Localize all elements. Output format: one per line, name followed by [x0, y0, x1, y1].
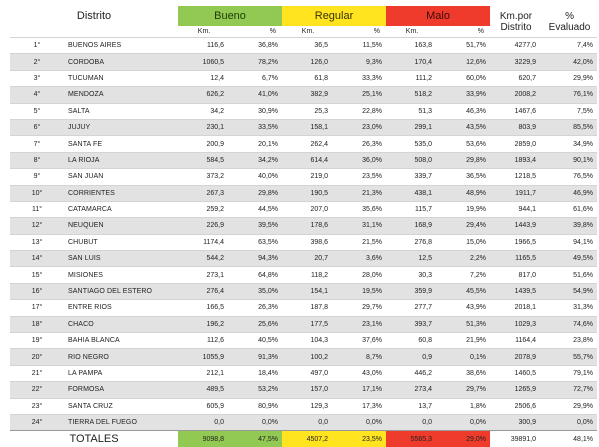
malo-km: 277,7 — [386, 300, 438, 316]
rank-cell: 8° — [10, 152, 64, 168]
bueno-pct: 40,5% — [230, 333, 282, 349]
bueno-km: 276,4 — [178, 283, 230, 299]
regular-pct: 33,3% — [334, 70, 386, 86]
km-por-distrito: 1467,6 — [490, 103, 542, 119]
rank-cell: 18° — [10, 316, 64, 332]
km-por-distrito: 803,9 — [490, 119, 542, 135]
district-name: MENDOZA — [64, 87, 178, 103]
bueno-pct: 63,5% — [230, 234, 282, 250]
malo-pct: 19,9% — [438, 201, 490, 217]
district-name: TUCUMAN — [64, 70, 178, 86]
evaluado-pct: 79,1% — [542, 365, 597, 381]
malo-km: 111,2 — [386, 70, 438, 86]
bueno-pct: 29,8% — [230, 185, 282, 201]
header-km-por-distrito-line1: Km.por — [499, 10, 533, 22]
evaluado-pct: 29,9% — [542, 70, 597, 86]
bueno-km: 166,5 — [178, 300, 230, 316]
regular-km: 207,0 — [282, 201, 334, 217]
regular-km: 129,3 — [282, 398, 334, 414]
km-por-distrito: 620,7 — [490, 70, 542, 86]
evaluado-pct: 29,9% — [542, 398, 597, 414]
malo-km: 60,8 — [386, 333, 438, 349]
regular-km: 219,0 — [282, 169, 334, 185]
district-name: CORDOBA — [64, 54, 178, 70]
rank-cell: 9° — [10, 169, 64, 185]
malo-pct: 0,0% — [438, 414, 490, 430]
rank-cell: 3° — [10, 70, 64, 86]
rank-cell: 1° — [10, 38, 64, 54]
district-name: SAN LUIS — [64, 251, 178, 267]
district-name: SANTA CRUZ — [64, 398, 178, 414]
evaluado-pct: 0,0% — [542, 414, 597, 430]
bueno-pct: 78,2% — [230, 54, 282, 70]
malo-km: 446,2 — [386, 365, 438, 381]
bueno-pct: 0,0% — [230, 414, 282, 430]
regular-pct: 17,1% — [334, 382, 386, 398]
regular-pct: 8,7% — [334, 349, 386, 365]
km-por-distrito: 300,9 — [490, 414, 542, 430]
km-por-distrito: 2018,1 — [490, 300, 542, 316]
regular-km: 158,1 — [282, 119, 334, 135]
rank-cell: 19° — [10, 333, 64, 349]
bueno-km: 584,5 — [178, 152, 230, 168]
header-sub-blank — [10, 26, 178, 38]
bueno-km: 12,4 — [178, 70, 230, 86]
rank-cell: 10° — [10, 185, 64, 201]
malo-pct: 21,9% — [438, 333, 490, 349]
rank-cell: 11° — [10, 201, 64, 217]
regular-pct: 22,8% — [334, 103, 386, 119]
totals-bueno-km: 9098,8 — [178, 431, 230, 447]
evaluado-pct: 72,7% — [542, 382, 597, 398]
bueno-pct: 6,7% — [230, 70, 282, 86]
district-name: RIO NEGRO — [64, 349, 178, 365]
rank-cell: 15° — [10, 267, 64, 283]
bueno-pct: 25,6% — [230, 316, 282, 332]
district-name: SALTA — [64, 103, 178, 119]
malo-pct: 36,5% — [438, 169, 490, 185]
malo-pct: 0,1% — [438, 349, 490, 365]
bueno-km: 112,6 — [178, 333, 230, 349]
regular-pct: 23,1% — [334, 316, 386, 332]
km-por-distrito: 817,0 — [490, 267, 542, 283]
header-bueno: Bueno — [178, 6, 282, 26]
regular-pct: 35,6% — [334, 201, 386, 217]
bueno-km: 267,3 — [178, 185, 230, 201]
bueno-pct: 80,9% — [230, 398, 282, 414]
district-name: SAN JUAN — [64, 169, 178, 185]
table-row — [10, 398, 597, 414]
table-row — [10, 136, 597, 152]
regular-pct: 37,6% — [334, 333, 386, 349]
evaluado-pct: 55,7% — [542, 349, 597, 365]
regular-pct: 36,0% — [334, 152, 386, 168]
km-por-distrito: 1439,5 — [490, 283, 542, 299]
header-malo-km: Km. — [405, 28, 419, 35]
header-bueno-km: Km. — [197, 28, 211, 35]
header-regular: Regular — [282, 6, 386, 26]
regular-km: 25,3 — [282, 103, 334, 119]
regular-km: 382,9 — [282, 87, 334, 103]
header-evaluado — [542, 6, 597, 38]
regular-km: 126,0 — [282, 54, 334, 70]
km-por-distrito: 1218,5 — [490, 169, 542, 185]
evaluado-pct: 49,5% — [542, 251, 597, 267]
table-row — [10, 267, 597, 283]
header-malo: Malo — [386, 6, 490, 26]
malo-pct: 51,7% — [438, 38, 490, 54]
malo-pct: 46,3% — [438, 103, 490, 119]
regular-km: 497,0 — [282, 365, 334, 381]
km-por-distrito: 1443,9 — [490, 218, 542, 234]
district-road-status-table — [10, 6, 597, 447]
bueno-pct: 64,8% — [230, 267, 282, 283]
regular-pct: 23,5% — [334, 169, 386, 185]
regular-pct: 19,5% — [334, 283, 386, 299]
district-name: LA PAMPA — [64, 365, 178, 381]
bueno-pct: 36,8% — [230, 38, 282, 54]
rank-cell: 5° — [10, 103, 64, 119]
malo-pct: 48,9% — [438, 185, 490, 201]
malo-pct: 43,9% — [438, 300, 490, 316]
regular-pct: 0,0% — [334, 414, 386, 430]
bueno-pct: 30,9% — [230, 103, 282, 119]
table-row — [10, 333, 597, 349]
district-name: SANTA FE — [64, 136, 178, 152]
evaluado-pct: 46,9% — [542, 185, 597, 201]
table-row — [10, 169, 597, 185]
rank-cell: 20° — [10, 349, 64, 365]
malo-km: 438,1 — [386, 185, 438, 201]
malo-pct: 1,8% — [438, 398, 490, 414]
totals-malo-pct: 29,0% — [438, 431, 490, 447]
table-row — [10, 38, 597, 54]
malo-pct: 15,0% — [438, 234, 490, 250]
district-name: LA RIOJA — [64, 152, 178, 168]
malo-km: 163,8 — [386, 38, 438, 54]
regular-pct: 29,7% — [334, 300, 386, 316]
table-row — [10, 152, 597, 168]
evaluado-pct: 39,8% — [542, 218, 597, 234]
district-name: CATAMARCA — [64, 201, 178, 217]
table-row — [10, 119, 597, 135]
table-row — [10, 234, 597, 250]
bueno-pct: 18,4% — [230, 365, 282, 381]
regular-pct: 31,1% — [334, 218, 386, 234]
bueno-km: 544,2 — [178, 251, 230, 267]
header-regular-pct: % — [373, 28, 381, 35]
bueno-pct: 53,2% — [230, 382, 282, 398]
malo-pct: 29,7% — [438, 382, 490, 398]
totals-evaluado-pct: 48,1% — [542, 431, 597, 447]
bueno-pct: 26,3% — [230, 300, 282, 316]
rank-cell: 4° — [10, 87, 64, 103]
header-evaluado-line2: Evaluado — [548, 21, 591, 33]
header-km-por-distrito-line2: Distrito — [500, 21, 532, 33]
totals-regular-pct: 23,5% — [334, 431, 386, 447]
district-name: FORMOSA — [64, 382, 178, 398]
district-name: CORRIENTES — [64, 185, 178, 201]
totals-malo-km: 5565,3 — [386, 431, 438, 447]
header-regular-km: Km. — [301, 28, 315, 35]
header-evaluado-line1: % — [565, 10, 574, 22]
header-km-por-distrito — [490, 6, 542, 38]
regular-km: 61,8 — [282, 70, 334, 86]
malo-km: 535,0 — [386, 136, 438, 152]
malo-km: 170,4 — [386, 54, 438, 70]
bueno-km: 34,2 — [178, 103, 230, 119]
km-por-distrito: 1165,5 — [490, 251, 542, 267]
table-row — [10, 382, 597, 398]
regular-km: 20,7 — [282, 251, 334, 267]
rank-cell: 14° — [10, 251, 64, 267]
bueno-pct: 91,3% — [230, 349, 282, 365]
evaluado-pct: 90,1% — [542, 152, 597, 168]
bueno-km: 230,1 — [178, 119, 230, 135]
malo-km: 12,5 — [386, 251, 438, 267]
bueno-pct: 44,5% — [230, 201, 282, 217]
district-road-status-table-container — [10, 6, 594, 447]
malo-pct: 38,6% — [438, 365, 490, 381]
district-name: NEUQUEN — [64, 218, 178, 234]
table-row — [10, 365, 597, 381]
table-row — [10, 316, 597, 332]
malo-km: 168,9 — [386, 218, 438, 234]
malo-km: 13,7 — [386, 398, 438, 414]
km-por-distrito: 1164,4 — [490, 333, 542, 349]
km-por-distrito: 2506,6 — [490, 398, 542, 414]
header-bueno-pct: % — [269, 28, 277, 35]
evaluado-pct: 23,8% — [542, 333, 597, 349]
table-row — [10, 70, 597, 86]
table-row — [10, 283, 597, 299]
km-por-distrito: 2859,0 — [490, 136, 542, 152]
malo-pct: 7,2% — [438, 267, 490, 283]
regular-km: 104,3 — [282, 333, 334, 349]
regular-km: 154,1 — [282, 283, 334, 299]
evaluado-pct: 94,1% — [542, 234, 597, 250]
evaluado-pct: 54,9% — [542, 283, 597, 299]
rank-cell: 7° — [10, 136, 64, 152]
bueno-km: 373,2 — [178, 169, 230, 185]
regular-km: 36,5 — [282, 38, 334, 54]
km-por-distrito: 3229,9 — [490, 54, 542, 70]
malo-km: 393,7 — [386, 316, 438, 332]
rank-cell: 16° — [10, 283, 64, 299]
malo-pct: 2,2% — [438, 251, 490, 267]
bueno-km: 626,2 — [178, 87, 230, 103]
bueno-km: 116,6 — [178, 38, 230, 54]
bueno-km: 1055,9 — [178, 349, 230, 365]
evaluado-pct: 61,6% — [542, 201, 597, 217]
regular-km: 100,2 — [282, 349, 334, 365]
table-row — [10, 349, 597, 365]
bueno-pct: 39,5% — [230, 218, 282, 234]
regular-pct: 21,5% — [334, 234, 386, 250]
bueno-km: 489,5 — [178, 382, 230, 398]
bueno-km: 200,9 — [178, 136, 230, 152]
rank-cell: 2° — [10, 54, 64, 70]
malo-pct: 12,6% — [438, 54, 490, 70]
regular-pct: 21,3% — [334, 185, 386, 201]
km-por-distrito: 1460,5 — [490, 365, 542, 381]
table-row — [10, 103, 597, 119]
malo-pct: 29,4% — [438, 218, 490, 234]
rank-cell: 6° — [10, 119, 64, 135]
km-por-distrito: 1029,3 — [490, 316, 542, 332]
totals-label: TOTALES — [10, 431, 178, 447]
km-por-distrito: 1911,7 — [490, 185, 542, 201]
header-distrito: Distrito — [76, 10, 112, 22]
regular-pct: 23,0% — [334, 119, 386, 135]
evaluado-pct: 74,6% — [542, 316, 597, 332]
evaluado-pct: 7,5% — [542, 103, 597, 119]
malo-pct: 53,6% — [438, 136, 490, 152]
table-row — [10, 87, 597, 103]
malo-pct: 33,9% — [438, 87, 490, 103]
table-row — [10, 218, 597, 234]
malo-km: 508,0 — [386, 152, 438, 168]
km-por-distrito: 2078,9 — [490, 349, 542, 365]
malo-km: 30,3 — [386, 267, 438, 283]
malo-km: 273,4 — [386, 382, 438, 398]
bueno-km: 1174,4 — [178, 234, 230, 250]
bueno-km: 605,9 — [178, 398, 230, 414]
malo-km: 339,7 — [386, 169, 438, 185]
regular-pct: 25,1% — [334, 87, 386, 103]
malo-km: 518,2 — [386, 87, 438, 103]
bueno-pct: 33,5% — [230, 119, 282, 135]
rank-cell: 24° — [10, 414, 64, 430]
header-malo-pct: % — [477, 28, 485, 35]
regular-pct: 43,0% — [334, 365, 386, 381]
district-name: CHACO — [64, 316, 178, 332]
regular-km: 178,6 — [282, 218, 334, 234]
malo-pct: 51,3% — [438, 316, 490, 332]
regular-km: 118,2 — [282, 267, 334, 283]
evaluado-pct: 7,4% — [542, 38, 597, 54]
malo-km: 0,9 — [386, 349, 438, 365]
regular-km: 614,4 — [282, 152, 334, 168]
district-name: CHUBUT — [64, 234, 178, 250]
km-por-distrito: 1265,9 — [490, 382, 542, 398]
evaluado-pct: 34,9% — [542, 136, 597, 152]
malo-pct: 45,5% — [438, 283, 490, 299]
regular-pct: 9,3% — [334, 54, 386, 70]
regular-km: 398,6 — [282, 234, 334, 250]
bueno-km: 0,0 — [178, 414, 230, 430]
district-name: JUJUY — [64, 119, 178, 135]
table-body — [10, 6, 597, 447]
km-por-distrito: 944,1 — [490, 201, 542, 217]
district-name: MISIONES — [64, 267, 178, 283]
bueno-pct: 40,0% — [230, 169, 282, 185]
malo-pct: 60,0% — [438, 70, 490, 86]
km-por-distrito: 2008,2 — [490, 87, 542, 103]
district-name: ENTRE RIOS — [64, 300, 178, 316]
malo-km: 359,9 — [386, 283, 438, 299]
table-row — [10, 54, 597, 70]
malo-km: 115,7 — [386, 201, 438, 217]
table-row — [10, 201, 597, 217]
malo-km: 299,1 — [386, 119, 438, 135]
header-row-main — [10, 6, 597, 26]
bueno-pct: 34,2% — [230, 152, 282, 168]
totals-km-por-distrito: 39891,0 — [490, 431, 542, 447]
regular-km: 262,4 — [282, 136, 334, 152]
bueno-pct: 41,0% — [230, 87, 282, 103]
rank-cell: 17° — [10, 300, 64, 316]
malo-km: 276,8 — [386, 234, 438, 250]
malo-km: 51,3 — [386, 103, 438, 119]
totals-row — [10, 431, 597, 447]
regular-pct: 28,0% — [334, 267, 386, 283]
bueno-km: 273,1 — [178, 267, 230, 283]
bueno-km: 1060,5 — [178, 54, 230, 70]
rank-cell: 21° — [10, 365, 64, 381]
totals-regular-km: 4507,2 — [282, 431, 334, 447]
regular-km: 157,0 — [282, 382, 334, 398]
bueno-km: 259,2 — [178, 201, 230, 217]
evaluado-pct: 76,1% — [542, 87, 597, 103]
table-row — [10, 300, 597, 316]
regular-pct: 3,6% — [334, 251, 386, 267]
km-por-distrito: 1893,4 — [490, 152, 542, 168]
rank-cell: 13° — [10, 234, 64, 250]
regular-pct: 26,3% — [334, 136, 386, 152]
totals-bueno-pct: 47,5% — [230, 431, 282, 447]
evaluado-pct: 85,5% — [542, 119, 597, 135]
regular-km: 187,8 — [282, 300, 334, 316]
regular-km: 190,5 — [282, 185, 334, 201]
rank-cell: 12° — [10, 218, 64, 234]
evaluado-pct: 76,5% — [542, 169, 597, 185]
table-row — [10, 251, 597, 267]
km-por-distrito: 4277,0 — [490, 38, 542, 54]
regular-pct: 17,3% — [334, 398, 386, 414]
km-por-distrito: 1966,5 — [490, 234, 542, 250]
malo-pct: 29,8% — [438, 152, 490, 168]
district-name: BAHIA BLANCA — [64, 333, 178, 349]
bueno-pct: 35,0% — [230, 283, 282, 299]
regular-km: 0,0 — [282, 414, 334, 430]
regular-km: 177,5 — [282, 316, 334, 332]
evaluado-pct: 31,3% — [542, 300, 597, 316]
district-name: TIERRA DEL FUEGO — [64, 414, 178, 430]
evaluado-pct: 51,6% — [542, 267, 597, 283]
malo-km: 0,0 — [386, 414, 438, 430]
bueno-km: 226,9 — [178, 218, 230, 234]
rank-cell: 22° — [10, 382, 64, 398]
malo-pct: 43,5% — [438, 119, 490, 135]
regular-pct: 11,5% — [334, 38, 386, 54]
district-name: BUENOS AIRES — [64, 38, 178, 54]
evaluado-pct: 42,0% — [542, 54, 597, 70]
bueno-km: 212,1 — [178, 365, 230, 381]
district-name: SANTIAGO DEL ESTERO — [64, 283, 178, 299]
bueno-pct: 20,1% — [230, 136, 282, 152]
rank-cell: 23° — [10, 398, 64, 414]
bueno-km: 196,2 — [178, 316, 230, 332]
table-row — [10, 185, 597, 201]
bueno-pct: 94,3% — [230, 251, 282, 267]
